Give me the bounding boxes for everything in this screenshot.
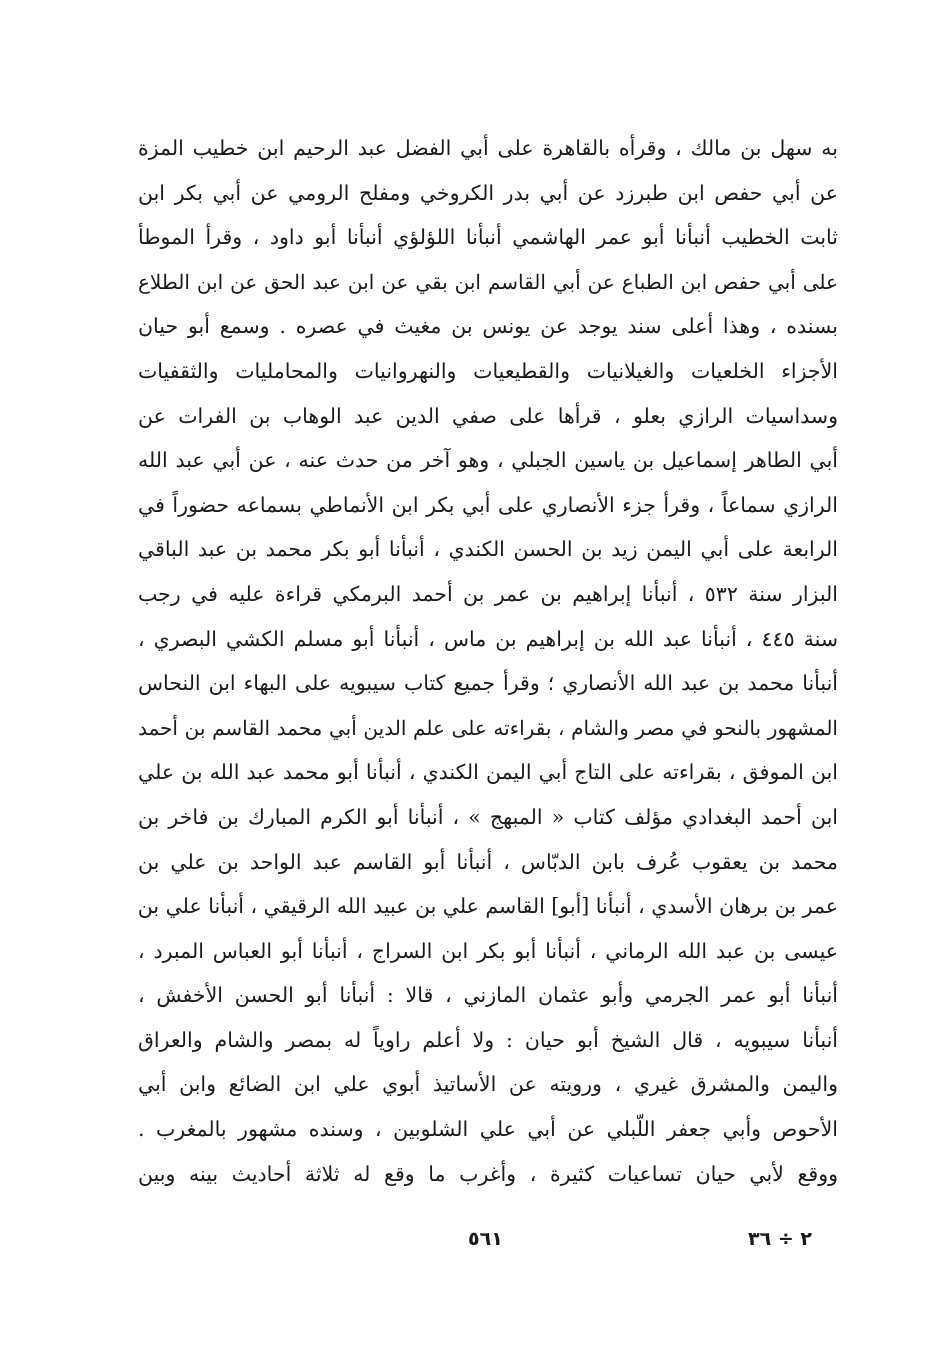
text-line: أبي الطاهر إسماعيل بن ياسين الجبلي ، وهو آخر من حدث عنه ، عن أبي عبد الله (138, 448, 838, 473)
text-line: عمر بن برهان الأسدي ، أنبأنا [أبو] القاسم علي بن عبيد الله الرقيقي ، أنبأنا علي بن (138, 894, 838, 919)
text-line: أنبأنا محمد بن عبد الله الأنصاري ؛ وقرأ جميع كتاب سيبويه على البهاء ابن النحاس (138, 671, 838, 696)
text-line: واليمن والمشرق غيري ، ورويته عن الأساتيذ أبوي علي ابن الضائع وابن أبي (138, 1072, 838, 1097)
text-line: الرابعة على أبي اليمن زيد بن الحسن الكندي ، أنبأنا أبو بكر محمد بن عبد الباقي (138, 537, 838, 562)
text-line: عن أبي حفص ابن طبرزد عن أبي بدر الكروخي ومفلح الرومي عن أبي بكر ابن (138, 180, 838, 205)
signature-mark: ٢ ÷ ٣٦ (748, 1228, 812, 1250)
text-line: الأحوص وأبي جعفر اللّبلي عن أبي علي الشلوبين ، وسنده مشهور بالمغرب . (138, 1117, 838, 1142)
text-line: وسداسيات الرازي بعلو ، قرأها على صفي الدين عبد الوهاب بن الفرات عن (138, 403, 838, 428)
text-line: به سهل بن مالك ، وقرأه بالقاهرة على أبي الفضل عبد الرحيم ابن خطيب المزة (138, 136, 838, 160)
page-number: ٥٦١ (468, 1228, 503, 1250)
text-line: الرازي سماعاً ، وقرأ جزء الأنصاري على أبي بكر ابن الأنماطي بسماعه حضوراً في (138, 492, 838, 517)
text-line: الأجزاء الخلعيات والغيلانيات والقطيعيات والنهروانيات والمحامليات والثقفيات (138, 358, 838, 383)
text-line: محمد بن يعقوب عُرف بابن الدبّاس ، أنبأنا أبو القاسم عبد الواحد بن علي بن (138, 849, 838, 874)
text-line: أنبأنا أبو عمر الجرمي وأبو عثمان المازني ، قالا : أنبأنا أبو الحسن الأخفش ، (138, 983, 838, 1008)
text-line: على أبي حفص ابن الطباع عن أبي القاسم ابن بقي عن ابن عبد الحق عن ابن الطلاع (138, 269, 838, 294)
text-line: أنبأنا سيبويه ، قال الشيخ أبو حيان : ولا أعلم راوياً له بمصر والشام والعراق (138, 1027, 838, 1052)
page-footer (0, 1221, 940, 1257)
text-line: ابن أحمد البغدادي مؤلف كتاب « المبهج » ، أنبأنا أبو الكرم المبارك بن فاخر بن (138, 804, 838, 829)
text-line: بسنده ، وهذا أعلى سند يوجد عن يونس بن مغيث في عصره . وسمع أبو حيان (138, 314, 838, 339)
body-text (138, 126, 838, 1196)
text-line: سنة ٤٤٥ ، أنبأنا عبد الله بن إبراهيم بن ماس ، أنبأنا أبو مسلم الكشي البصري ، (138, 626, 838, 651)
text-line: ابن الموفق ، بقراءته على التاج أبي اليمن الكندي ، أنبأنا أبو محمد عبد الله بن علي (138, 760, 838, 785)
text-line: المشهور بالنحو في مصر والشام ، بقراءته على علم الدين أبي محمد القاسم بن أحمد (138, 715, 838, 740)
text-line: ووقع لأبي حيان تساعيات كثيرة ، وأغرب ما وقع له ثلاثة أحاديث بينه وبين (138, 1161, 838, 1186)
text-line: ثابت الخطيب أنبأنا أبو عمر الهاشمي أنبأنا اللؤلؤي أنبأنا أبو داود ، وقرأ الموطأ (138, 225, 838, 250)
text-line: البزار سنة ٥٣٢ ، أنبأنا إبراهيم بن عمر بن أحمد البرمكي قراءة عليه في رجب (138, 581, 838, 606)
text-line: عيسى بن عبد الله الرماني ، أنبأنا أبو بكر ابن السراج ، أنبأنا أبو العباس المبرد ، (138, 938, 838, 963)
